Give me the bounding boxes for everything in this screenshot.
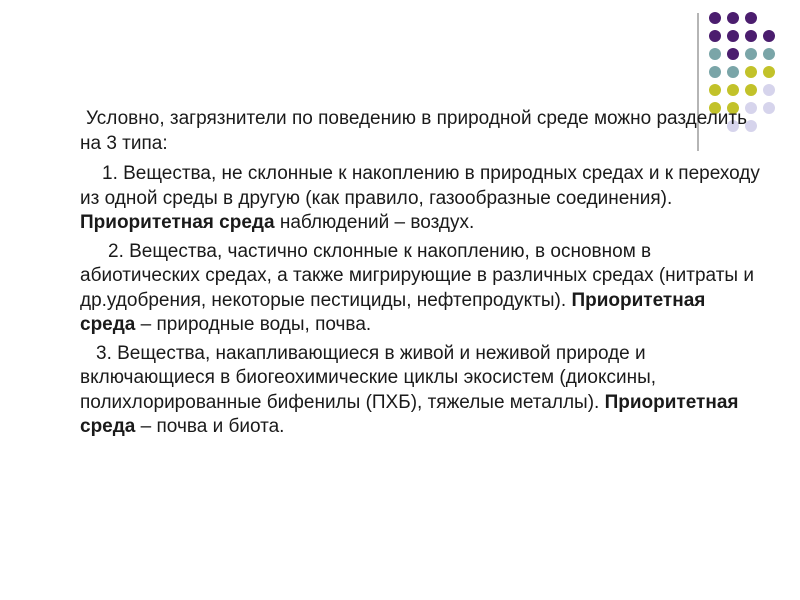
type-2-text: 2. Вещества, частично склонные к накоплению, в основном в абиотических средах, а также мигрирующие в различных средах (нитраты и др.удобрения, некоторые пестициды, нефтепродукты). [80,240,754,311]
decorative-dot [709,48,721,60]
decorative-dot [745,48,757,60]
type-3-priority-label: Приоритетная среда [80,391,739,437]
decorative-dot [763,12,775,24]
decorative-dot [745,66,757,78]
decorative-dot [727,30,739,42]
decorative-dot [709,30,721,42]
decorative-dot [763,30,775,42]
decorative-dot [709,84,721,96]
decorative-dot [763,48,775,60]
decorative-dot [709,66,721,78]
type-1-priority-label: Приоритетная среда [80,212,275,233]
intro-paragraph: Условно, загрязнители по поведению в природной среде можно разделить на 3 типа: [80,108,748,154]
type-2-tail: – природные воды, почва. [135,314,372,335]
decorative-dot [745,30,757,42]
decorative-dot [763,102,775,114]
type-1-paragraph [80,162,760,236]
type-3-tail: – почва и биота. [135,416,285,437]
decorative-dot [763,120,775,132]
decorative-dot [763,66,775,78]
type-1-tail: наблюдений – воздух. [274,212,475,233]
type-1-text: 1. Вещества, не склонные к накоплению в природных средах и к переходу из одной среды в другую (как правило, газообразные соединения). [80,163,760,209]
decorative-dot [709,12,721,24]
type-3-paragraph [80,342,760,440]
type-2-paragraph [80,240,760,338]
slide-body [80,107,760,444]
decorative-dot [727,12,739,24]
decorative-dot [727,48,739,60]
decorative-dot [727,66,739,78]
decorative-dot [763,84,775,96]
type-3-text: 3. Вещества, накапливающиеся в живой и неживой природе и включающиеся в биогеохимические циклы экосистем (диоксины, полихлорированные бифенилы (ПХБ), тяжелые металлы). [80,342,657,413]
decorative-dot [745,84,757,96]
decorative-dot [727,84,739,96]
decorative-dot [745,12,757,24]
type-2-priority-label: Приоритетная среда [80,289,706,335]
